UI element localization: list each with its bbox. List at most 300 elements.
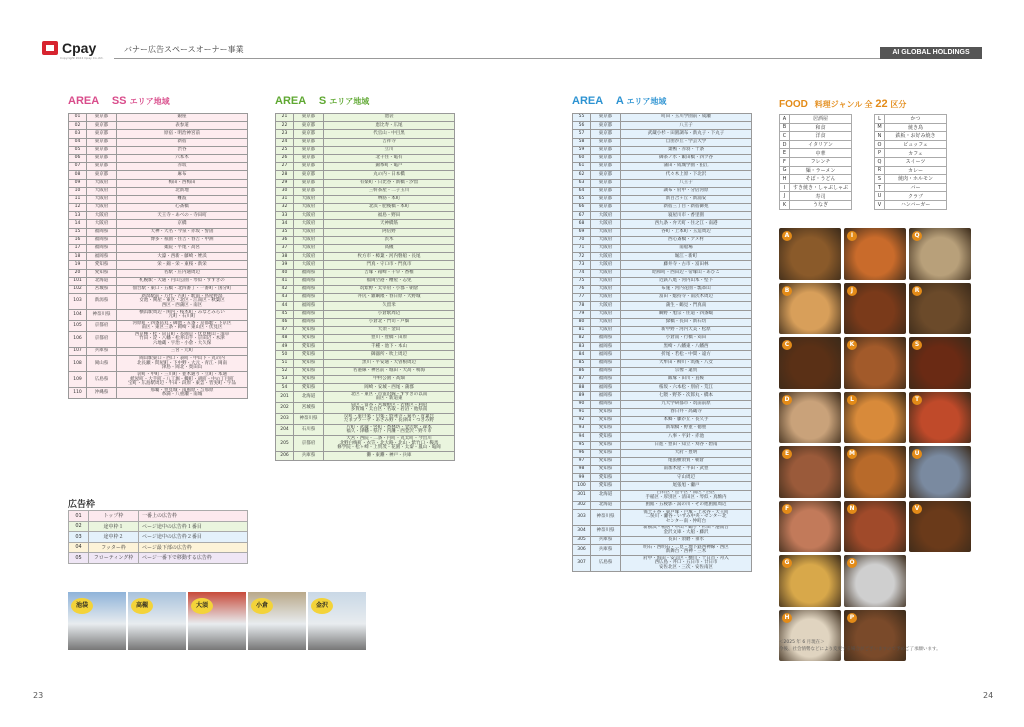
prefecture: 愛知県 <box>87 261 117 269</box>
row-number: 307 <box>573 556 591 572</box>
row-number: 16 <box>69 236 87 244</box>
prefecture: 東京都 <box>591 187 621 195</box>
row-number: 50 <box>276 351 294 359</box>
prefecture: 大阪府 <box>294 204 324 212</box>
table-row <box>573 425 752 433</box>
area-names: 西心斎橋・アメ村 <box>621 236 752 244</box>
prefecture: 東京都 <box>591 138 621 146</box>
food-genre-row <box>780 166 852 175</box>
area-names: 博多・祇園・住吉・春吉・中洲 <box>117 236 248 244</box>
prefecture: 岡山県 <box>87 356 117 372</box>
row-number: 35 <box>276 228 294 236</box>
row-number: 47 <box>276 326 294 334</box>
cpay-logo <box>42 40 96 56</box>
row-number: 14 <box>69 220 87 228</box>
genre-letter: H <box>780 175 790 184</box>
prefecture: 東京都 <box>87 138 117 146</box>
area-names: 反町・東白楽・白楽・妙蓮寺・菊名・青葉台 たまプラーザ・あざみ野・長津田・つきみ野 <box>324 414 455 425</box>
table-row <box>276 310 455 318</box>
row-number: 24 <box>276 138 294 146</box>
food-genre-row <box>875 166 947 175</box>
row-number: 305 <box>573 536 591 544</box>
ad-slot-number: 05 <box>69 553 89 564</box>
area-names: 代々木上原・下北沢 <box>621 171 752 179</box>
row-number: 92 <box>573 416 591 424</box>
row-number: 23 <box>276 130 294 138</box>
a-area-title <box>572 95 666 107</box>
row-number: 64 <box>573 187 591 195</box>
genre-name: クラブ <box>885 192 947 201</box>
genre-name: フレンチ <box>790 157 852 166</box>
genre-letter: J <box>780 192 790 201</box>
area-names: 春日井・高蔵寺 <box>621 408 752 416</box>
table-row <box>69 138 248 146</box>
food-photo <box>844 392 906 444</box>
row-number: 15 <box>69 228 87 236</box>
row-number: 48 <box>276 335 294 343</box>
area-names: 心斎橋 <box>117 204 248 212</box>
area-names: 本郷・藤が丘・長久手 <box>621 416 752 424</box>
table-row <box>573 384 752 392</box>
area-names: 蒲田・成城学園・狛江 <box>621 163 752 171</box>
prefecture: 福岡県 <box>294 277 324 285</box>
area-names: 日進・豊田・知立・刈谷・碧南 <box>621 441 752 449</box>
row-number: 17 <box>69 245 87 253</box>
food-title-tail: 区分 <box>890 100 907 109</box>
prefecture: 愛知県 <box>294 376 324 384</box>
area-names: 尾張旭・瀬戸 <box>621 482 752 490</box>
area-names: 守山周辺 <box>621 474 752 482</box>
prefecture: 福岡県 <box>87 228 117 236</box>
genre-name: かつ <box>885 115 947 124</box>
genre-letter: E <box>780 149 790 158</box>
area-names: 大牟田・柳川・筑後・八女 <box>621 359 752 367</box>
prefecture: 大阪府 <box>87 179 117 187</box>
food-genre-row <box>780 192 852 201</box>
food-genre-row <box>875 183 947 192</box>
area-names: 三軒茶屋・二子玉川 <box>324 187 455 195</box>
table-row <box>573 343 752 351</box>
row-number: 205 <box>276 436 294 452</box>
table-row <box>69 187 248 195</box>
prefecture: 東京都 <box>591 154 621 162</box>
table-row <box>69 294 248 310</box>
area-names: 折尾・若松・中間・遠方 <box>621 351 752 359</box>
row-number: 108 <box>69 356 87 372</box>
prefecture: 東京都 <box>294 187 324 195</box>
prefecture: 福岡県 <box>591 343 621 351</box>
prefecture: 福岡県 <box>294 285 324 293</box>
table-row <box>276 277 455 285</box>
table-row <box>69 236 248 244</box>
prefecture: 愛知県 <box>591 425 621 433</box>
footnote <box>779 640 941 654</box>
area-names: 八事・平針・赤池 <box>621 433 752 441</box>
prefecture: 兵庫県 <box>87 348 117 356</box>
prefecture: 宮城県 <box>294 403 324 414</box>
ad-slot-name: 途中枠２ <box>89 532 139 543</box>
table-row <box>276 195 455 203</box>
a-area-label: AREA <box>572 95 603 107</box>
area-names: 赤坂 <box>117 163 248 171</box>
prefecture: 兵庫県 <box>591 545 621 556</box>
food-photo <box>909 392 971 444</box>
food-photo-badge: F <box>782 504 792 514</box>
genre-letter: T <box>875 183 885 192</box>
table-row <box>573 171 752 179</box>
prefecture: 福岡県 <box>591 376 621 384</box>
row-number: 201 <box>276 392 294 403</box>
food-photo <box>779 392 841 444</box>
prefecture: 大阪府 <box>591 261 621 269</box>
table-row <box>69 356 248 372</box>
food-genre-row <box>780 140 852 149</box>
food-photo-badge: R <box>912 286 922 296</box>
ad-slot-number: 02 <box>69 521 89 532</box>
area-names: 寝屋川市・香里園 <box>621 212 752 220</box>
area-names: 調布・府中・分倍河原 <box>621 187 752 195</box>
area-names: 西九条・弁天町・住之江・南港 <box>621 220 752 228</box>
s-area-table <box>275 113 455 461</box>
table-row <box>69 388 248 399</box>
prefecture: 福岡県 <box>591 351 621 359</box>
prefecture: 大阪府 <box>591 326 621 334</box>
ad-slot-name: フッター枠 <box>89 542 139 553</box>
prefecture: 大阪府 <box>591 228 621 236</box>
prefecture: 愛知県 <box>294 367 324 375</box>
area-names: 大須・金山 <box>324 326 455 334</box>
page-number-right: 24 <box>983 691 994 700</box>
area-names: 銀座 <box>117 114 248 122</box>
genre-name: 居酒屋 <box>790 115 852 124</box>
row-number: 105 <box>69 321 87 332</box>
prefecture: 神奈川県 <box>591 509 621 525</box>
ad-slot-title: 広告枠 <box>68 500 96 510</box>
row-number: 203 <box>276 414 294 425</box>
table-row <box>69 348 248 356</box>
prefecture: 福岡県 <box>87 236 117 244</box>
table-row <box>276 228 455 236</box>
row-number: 68 <box>573 220 591 228</box>
prefecture: 神奈川県 <box>591 525 621 536</box>
genre-letter: S <box>875 175 885 184</box>
area-names: 藤井寺・古市・富田林 <box>621 261 752 269</box>
row-number: 89 <box>573 392 591 400</box>
table-row <box>69 179 248 187</box>
prefecture: 大阪府 <box>87 220 117 228</box>
table-row <box>573 277 752 285</box>
prefecture: 大阪府 <box>294 212 324 220</box>
table-row <box>276 452 455 460</box>
food-genre-row <box>875 123 947 132</box>
food-genre-row <box>875 175 947 184</box>
row-number: 301 <box>573 490 591 501</box>
row-number: 61 <box>573 163 591 171</box>
food-photo-badge: O <box>847 558 857 568</box>
prefecture: 東京都 <box>294 171 324 179</box>
food-photo-badge: T <box>912 395 922 405</box>
s-area-title <box>275 95 369 107</box>
area-names: 代官山・中目黒 <box>324 130 455 138</box>
area-names: 岡山駅東口・西口・表町・中山下・丸の内 北長瀬・問屋町・下中野・大元・青江・岡南 津島・岡北・奥田山 <box>117 356 248 372</box>
table-row <box>276 220 455 228</box>
prefecture: 大阪府 <box>591 245 621 253</box>
area-names: 瞬野・旭宗・住道・四条畷 <box>621 310 752 318</box>
ad-slot-name: フローティング枠 <box>89 553 139 564</box>
table-row <box>276 436 455 452</box>
row-number: 91 <box>573 408 591 416</box>
table-row <box>69 261 248 269</box>
prefecture: 広島県 <box>87 372 117 388</box>
table-row <box>573 392 752 400</box>
prefecture: 兵庫県 <box>591 536 621 544</box>
area-names: 有楽町・日比谷・新橋・汐留 <box>324 179 455 187</box>
table-row <box>573 376 752 384</box>
prefecture: 京都府 <box>87 332 117 348</box>
row-number: 22 <box>276 122 294 130</box>
prefecture: 愛知県 <box>87 269 117 277</box>
food-photo-badge: C <box>782 340 792 350</box>
row-number: 07 <box>69 163 87 171</box>
row-number: 13 <box>69 212 87 220</box>
food-photo <box>844 283 906 335</box>
area-names: 白石区・豊平区・南区・西区 手稲区・厚別区・清田区・琴似・真駒内 <box>621 490 752 501</box>
food-photo-badge: E <box>782 449 792 459</box>
area-names: 新潟駅前・万代・古町・駅南・鳥屋野潟 女池・関屋・東区・北区・江南区・秋葉区 西区・西蒲区・南区 <box>117 294 248 310</box>
prefecture: 東京都 <box>87 146 117 154</box>
area-names: 阿倍野 <box>324 228 455 236</box>
row-number: 31 <box>276 195 294 203</box>
row-number: 44 <box>276 302 294 310</box>
table-row <box>573 556 752 572</box>
table-row <box>276 392 455 403</box>
ad-slot-description: ページ途中の広告枠１番目 <box>139 521 248 532</box>
area-names: 西京極・桂・向日町・長岡京・伏見桃山・深草 竹田・淀・八幡・松井山手・京田辺・木津 六地蔵・宇治・小倉・大久保 <box>117 332 248 348</box>
area-names: 麻布 <box>117 171 248 179</box>
area-names: 札幌駅・大通・円山公園・琴似・すすきの <box>117 277 248 285</box>
area-photo-label: 池袋 <box>71 598 93 614</box>
food-photo <box>779 337 841 389</box>
row-number: 95 <box>573 441 591 449</box>
table-row <box>276 163 455 171</box>
ad-slot-description: ページ一番下で移動する広告枠 <box>139 553 248 564</box>
food-photo-badge: M <box>847 449 857 459</box>
prefecture: 愛知県 <box>294 384 324 392</box>
prefecture: 福岡県 <box>294 302 324 310</box>
row-number: 78 <box>573 302 591 310</box>
copyright: Copyright 2024 Cpay Co.,ltd. <box>60 56 104 60</box>
area-names: 井尻・雑餉隈・春日原・大野城 <box>324 294 455 302</box>
food-genre-table-right <box>874 114 947 210</box>
table-row <box>573 441 752 449</box>
food-title-en: FOOD <box>779 99 808 110</box>
table-row <box>69 204 248 212</box>
food-photo <box>844 337 906 389</box>
ss-rank-label: SS <box>111 95 127 107</box>
area-photo-label: 大須 <box>191 598 213 614</box>
table-row <box>573 179 752 187</box>
table-row <box>573 310 752 318</box>
prefecture: 大阪府 <box>87 187 117 195</box>
food-photo-badge: J <box>847 286 857 296</box>
prefecture: 大阪府 <box>591 212 621 220</box>
table-row <box>276 302 455 310</box>
prefecture: 東京都 <box>294 163 324 171</box>
area-names: 昭和町・西田辺・帝塚山・あびこ <box>621 269 752 277</box>
area-photo-strip <box>68 592 366 650</box>
row-number: 02 <box>69 122 87 130</box>
prefecture: 東京都 <box>294 130 324 138</box>
prefecture: 新潟県 <box>87 294 117 310</box>
genre-name: ビュッフェ <box>885 140 947 149</box>
cpay-logo-icon <box>42 41 58 55</box>
row-number: 77 <box>573 294 591 302</box>
prefecture: 東京都 <box>591 195 621 203</box>
area-names: 栄・錦・栄・東桜・新栄 <box>117 261 248 269</box>
table-row <box>573 408 752 416</box>
area-names: 函館・五稜郭・湯の川・その他函館周辺 <box>621 501 752 509</box>
area-names: 恵比寿・広尾 <box>324 122 455 130</box>
table-row <box>573 138 752 146</box>
area-names: 千種・池下・本山 <box>324 343 455 351</box>
area-names: 新瑞橋・野並・徳重 <box>621 425 752 433</box>
row-number: 18 <box>69 253 87 261</box>
table-row <box>276 261 455 269</box>
food-photo-badge: U <box>912 449 922 459</box>
prefecture: 福岡県 <box>591 359 621 367</box>
food-genre-row <box>780 175 852 184</box>
table-row <box>573 400 752 408</box>
genre-letter: P <box>875 149 885 158</box>
table-row <box>573 122 752 130</box>
area-names: 飯塚・田川・直鞍 <box>621 376 752 384</box>
area-names: 吉塚・箱崎・千早・香椎 <box>324 269 455 277</box>
prefecture: 福岡県 <box>294 318 324 326</box>
food-genre-row <box>875 140 947 149</box>
table-row <box>69 122 248 130</box>
prefecture: 福岡県 <box>591 335 621 343</box>
prefecture: 愛知県 <box>591 416 621 424</box>
prefecture: 福岡県 <box>87 253 117 261</box>
row-number: 45 <box>276 310 294 318</box>
table-row <box>276 138 455 146</box>
food-genre-row <box>875 157 947 166</box>
area-names: 横浜駅周辺・関内・桜木町・みなとみらい 元町・石川町 <box>117 310 248 321</box>
genre-letter: A <box>780 115 790 124</box>
table-row <box>69 253 248 261</box>
area-names: 宗像・遠賀 <box>621 367 752 375</box>
row-number: 40 <box>276 269 294 277</box>
prefecture: 愛知県 <box>294 343 324 351</box>
prefecture: 愛知県 <box>591 457 621 465</box>
s-sub-label: エリア地域 <box>329 97 370 106</box>
food-genre-row <box>780 149 852 158</box>
prefecture: 大阪府 <box>87 195 117 203</box>
area-names: 新宿 <box>117 138 248 146</box>
prefecture: 愛知県 <box>591 433 621 441</box>
area-names: 桜坂・六本松・別府・荒江 <box>621 384 752 392</box>
prefecture: 東京都 <box>591 179 621 187</box>
genre-letter: L <box>875 115 885 124</box>
area-names: 福島・野田 <box>324 212 455 220</box>
table-row <box>69 321 248 332</box>
row-number: 54 <box>276 384 294 392</box>
row-number: 110 <box>69 388 87 399</box>
table-row <box>573 163 752 171</box>
ss-area-label: AREA <box>68 95 99 107</box>
row-number: 85 <box>573 359 591 367</box>
area-names: 中村公園・高畑 <box>324 376 455 384</box>
area-names: 六本木 <box>117 154 248 162</box>
genre-name: 洋食 <box>790 132 852 141</box>
table-row <box>69 163 248 171</box>
area-names: 河原町・四条烏丸・御池・五条・京都駅・下京区 南区・東区三条・岡崎・東山区・伏見区 <box>117 321 248 332</box>
row-number: 79 <box>573 310 591 318</box>
area-names: 富田・総持寺・南茨木周辺 <box>621 294 752 302</box>
header-title: バナー広告スペースオーナー事業 <box>124 45 244 54</box>
ss-area-title <box>68 95 170 107</box>
row-number: 05 <box>69 146 87 154</box>
row-number: 39 <box>276 261 294 269</box>
area-names: 渋谷 <box>117 146 248 154</box>
area-names: 谷町・上本町・玉造周辺 <box>621 228 752 236</box>
prefecture: 福岡県 <box>294 310 324 318</box>
prefecture: 神奈川県 <box>87 310 117 321</box>
row-number: 104 <box>69 310 87 321</box>
ad-slot-table <box>68 510 248 564</box>
food-genre-row <box>780 115 852 124</box>
prefecture: 福岡県 <box>591 392 621 400</box>
prefecture: 大阪府 <box>294 253 324 261</box>
prefecture: 愛知県 <box>591 474 621 482</box>
food-photo <box>779 555 841 607</box>
area-names: 新中野・河内天美・松原 <box>621 326 752 334</box>
area-names: 池袋 <box>324 114 455 122</box>
food-genre-row <box>875 149 947 158</box>
table-row <box>276 253 455 261</box>
prefecture: 大阪府 <box>87 212 117 220</box>
area-names: 小倉駅周辺 <box>324 310 455 318</box>
genre-letter: I <box>780 183 790 192</box>
prefecture: 東京都 <box>87 122 117 130</box>
table-row <box>276 367 455 375</box>
genre-name: スイーツ <box>885 157 947 166</box>
area-names: 小倉北・門司・戸畑 <box>324 318 455 326</box>
table-row <box>573 195 752 203</box>
food-photo <box>779 446 841 498</box>
area-names: 名駅・庄内通周辺 <box>117 269 248 277</box>
area-names: 南加木屋・半田・武豊 <box>621 466 752 474</box>
footnote-date: ＜2025 年 6 月現在＞ <box>779 640 825 645</box>
table-row <box>573 285 752 293</box>
row-number: 01 <box>69 114 87 122</box>
area-names: 近鉄八尾・河内山本・堅下 <box>621 277 752 285</box>
table-row <box>573 536 752 544</box>
prefecture: 愛知県 <box>294 351 324 359</box>
prefecture: 大阪府 <box>294 195 324 203</box>
table-row <box>276 245 455 253</box>
prefecture: 大阪府 <box>591 310 621 318</box>
table-row <box>573 294 752 302</box>
area-names: 天神・大名・今泉・赤坂・警固 <box>117 228 248 236</box>
row-number: 03 <box>69 130 87 138</box>
prefecture: 愛知県 <box>294 335 324 343</box>
table-row <box>573 335 752 343</box>
table-row <box>573 146 752 154</box>
row-number: 304 <box>573 525 591 536</box>
prefecture: 福岡県 <box>294 269 324 277</box>
row-number: 25 <box>276 146 294 154</box>
